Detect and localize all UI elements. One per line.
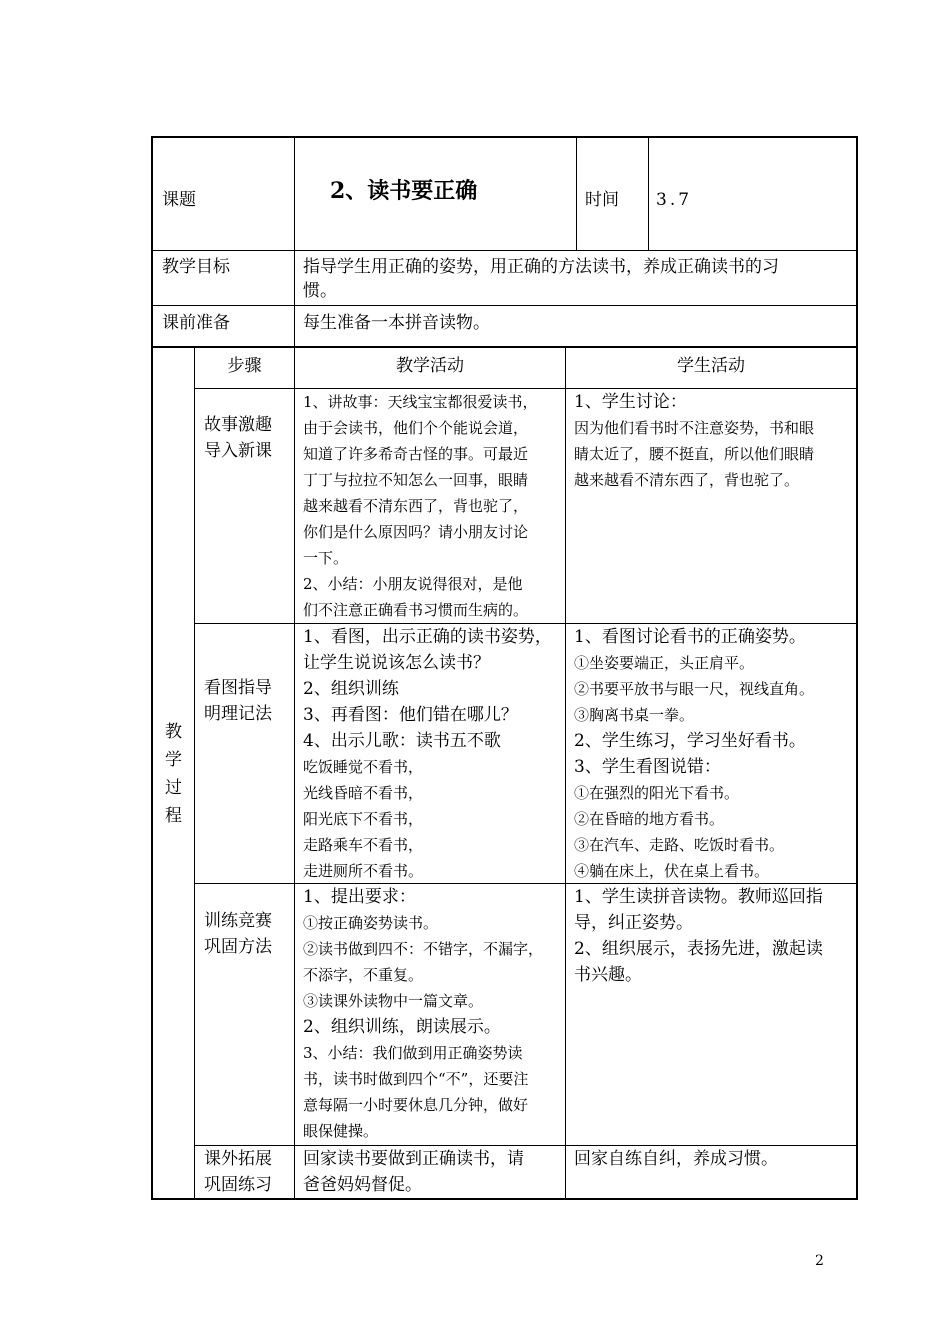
prep-value: 每生准备一本拼音读物。 [303,313,490,333]
student-line: ③胸离书桌一拳。 [574,706,695,724]
step-line: 导入新课 [204,441,272,461]
row-divider [151,305,858,306]
student-line: ①坐姿要端正，头正肩平。 [574,654,755,672]
step-line: 训练竞赛 [204,911,272,931]
student-activity-cell [574,624,814,884]
step-line: 巩固方法 [204,937,272,957]
student-line: ①在强烈的阳光下看书。 [574,784,740,802]
teacher-line: 让学生说说该怎么读书？ [303,653,490,673]
student-line: 1、学生讨论： [574,392,687,412]
step-line: 课外拓展 [204,1149,272,1169]
topic-title: 2、读书要正确 [330,178,478,204]
col-divider [576,136,577,250]
process-label-char: 教 [165,722,182,742]
table-border-bottom [151,1198,858,1200]
step-cell [204,1146,272,1198]
step-line: 明理记法 [204,704,272,724]
prep-label: 课前准备 [162,313,230,333]
student-activity-cell [574,389,814,493]
student-line: ③在汽车、走路、吃饭时看书。 [574,836,785,854]
teacher-line: ②读书做到四不：不错字，不漏字， [303,940,544,958]
teacher-line: 2、组织训练 [303,679,399,699]
table-border-left [151,136,153,1200]
table-border-top [151,136,858,138]
process-label [153,718,194,830]
teacher-line: 1、看图，出示正确的读书姿势， [303,627,552,647]
table-border-right [856,136,858,1200]
student-activity-cell [574,1146,778,1172]
teacher-line: 们不注意正确看书习惯而生病的。 [303,601,529,619]
col-divider [648,136,649,250]
teacher-line: 1、提出要求： [303,887,416,907]
teacher-line: 回家读书要做到正确读书，请 [303,1149,524,1169]
teacher-line: ①按正确姿势读书。 [303,914,439,932]
teacher-line: 2、组织训练，朗读展示。 [303,1017,501,1037]
teacher-line: 一下。 [303,549,349,567]
col-header-teacher: 教学活动 [396,356,464,376]
student-line: 1、学生读拼音读物。教师巡回指 [574,887,823,907]
row-divider [151,346,858,348]
student-line: 1、看图讨论看书的正确姿势。 [574,627,806,647]
col-divider [294,346,295,1200]
col-divider [194,346,195,1200]
teacher-activity-cell [303,624,552,884]
teacher-line: 阳光底下不看书， [303,810,424,828]
teacher-line: 3、再看图：他们错在哪儿？ [303,705,518,725]
time-label: 时间 [585,190,619,210]
col-header-step: 步骤 [227,356,262,376]
student-line: 2、学生练习，学习坐好看书。 [574,731,806,751]
teacher-line: 意每隔一小时要休息几分钟，做好 [303,1096,529,1114]
student-line: 因为他们看书时不注意姿势，书和眼 [574,419,815,437]
process-label-char: 程 [165,806,182,826]
teacher-line: 眼保健操。 [303,1122,379,1140]
teacher-line: 4、出示儿歌：读书五不歌 [303,731,501,751]
teacher-line: 知道了许多希奇古怪的事。可最近 [303,445,529,463]
col-divider [565,346,566,1200]
teacher-line: 丁丁与拉拉不知怎么一回事，眼睛 [303,471,529,489]
teacher-line: 不添字，不重复。 [303,966,424,984]
step-line: 故事激趣 [204,415,272,435]
teacher-line: 吃饭睡觉不看书， [303,758,424,776]
goals-label: 教学目标 [162,257,230,277]
col-divider [294,136,295,346]
step-cell [204,675,272,727]
step-line: 看图指导 [204,678,272,698]
student-line: ②在昏暗的地方看书。 [574,810,725,828]
student-line: ④躺在床上，伏在桌上看书。 [574,862,770,880]
student-line: 书兴趣。 [574,965,642,985]
teacher-line: 越来越看不清东西了，背也驼了， [303,497,529,515]
row-divider [151,250,858,251]
teacher-line: 走路乘车不看书， [303,836,424,854]
teacher-line: 2、小结：小朋友说得很对，是他 [303,575,523,593]
student-line: 越来越看不清东西了，背也驼了。 [574,471,800,489]
step-cell [204,412,272,464]
student-line: 回家自练自纠，养成习惯。 [574,1149,778,1169]
teacher-line: 光线昏暗不看书， [303,784,424,802]
teacher-activity-cell [303,1146,524,1198]
student-activity-cell [574,884,823,988]
teacher-line: 爸爸妈妈督促。 [303,1175,422,1195]
student-line: 2、组织展示，表扬先进，激起读 [574,939,823,959]
student-line: 3、学生看图说错： [574,757,721,777]
teacher-line: 书，读书时做到四个“不”，还要注 [303,1070,529,1088]
col-header-student: 学生活动 [677,356,745,376]
student-line: ②书要平放书与眼一尺，视线直角。 [574,680,815,698]
topic-label: 课题 [162,190,196,210]
goals-line-1: 指导学生用正确的姿势，用正确的方法读书，养成正确读书的习 [303,257,779,277]
teacher-activity-cell [303,389,538,623]
step-line: 巩固练习 [204,1175,272,1195]
student-line: 导，纠正姿势。 [574,913,693,933]
time-value: 3.7 [656,190,693,210]
teacher-line: 由于会读书，他们个个能说会道， [303,419,529,437]
teacher-line: ③读课外读物中一篇文章。 [303,992,484,1010]
page-number: 2 [815,1253,824,1269]
teacher-activity-cell [303,884,543,1144]
process-label-char: 学 [165,750,182,770]
teacher-line: 走进厕所不看书。 [303,862,424,880]
student-line: 睛太近了，腰不挺直，所以他们眼睛 [574,445,815,463]
process-label-char: 过 [165,778,182,798]
teacher-line: 你们是什么原因吗？请小朋友讨论 [303,523,529,541]
goals-line-2: 惯。 [303,281,337,301]
teacher-line: 1、讲故事：天线宝宝都很爱读书， [303,393,538,411]
teacher-line: 3、小结：我们做到用正确姿势读 [303,1044,523,1062]
step-cell [204,908,272,960]
